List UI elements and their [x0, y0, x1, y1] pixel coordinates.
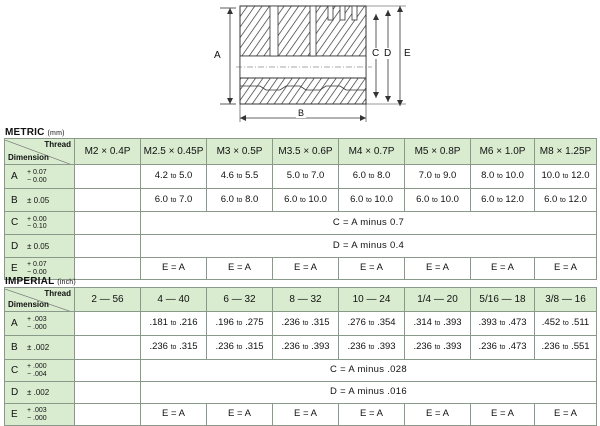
tolerance-plus: + 0.07	[27, 169, 47, 177]
value-range	[149, 318, 197, 328]
dimension-tolerance	[27, 407, 47, 422]
imperial-empty-cell	[75, 312, 141, 336]
metric-value-cell	[471, 258, 535, 280]
imperial-empty-cell	[75, 360, 141, 382]
range-min: .236	[149, 341, 168, 353]
imperial-empty-cell	[75, 382, 141, 404]
imperial-thread-label: 4 — 40	[157, 294, 190, 305]
insert-cross-section-drawing	[200, 0, 440, 126]
range-max: .315	[179, 341, 198, 353]
metric-value-cell	[471, 189, 535, 212]
range-to-word: to	[299, 196, 306, 204]
tolerance-minus: − 0.00	[27, 176, 47, 184]
metric-value-cell	[207, 189, 273, 212]
imperial-thread-header	[405, 288, 471, 312]
dimension-tolerance: ± 0.05	[27, 195, 50, 205]
value-range	[541, 342, 589, 352]
range-max: 5.5	[245, 170, 259, 182]
imperial-thread-header	[535, 288, 597, 312]
dimension-tolerance: ± .002	[27, 388, 50, 397]
imperial-dimension-cell	[5, 360, 75, 382]
dimension-letter: A	[11, 170, 18, 182]
dimension-tolerance	[27, 316, 47, 331]
metric-thread-label: M8 × 1.25P	[539, 146, 592, 157]
formula-text: C = A minus .028	[330, 364, 407, 376]
value-range	[155, 171, 193, 181]
metric-value-cell	[141, 165, 207, 189]
metric-thread-header	[535, 139, 597, 165]
tolerance-plus: + .003	[27, 407, 47, 415]
imperial-value-cell	[339, 336, 405, 360]
range-min: .276	[347, 317, 366, 329]
range-to-word: to	[434, 344, 441, 352]
insert-drawing-svg	[200, 0, 440, 126]
dimension-letter: B	[11, 342, 18, 353]
range-min: .236	[281, 341, 300, 353]
dimension-letter: E	[11, 262, 18, 274]
tolerance-plus: + .003	[27, 316, 47, 324]
range-max: .354	[377, 317, 396, 329]
range-max: 10.0	[440, 193, 459, 205]
imperial-value-cell	[471, 336, 535, 360]
metric-formula-cell	[141, 212, 597, 235]
metric-dimension-cell	[5, 235, 75, 258]
imperial-thread-label: 6 — 32	[223, 294, 256, 305]
metric-value-cell	[339, 258, 405, 280]
range-max: .315	[311, 317, 330, 329]
value-range	[413, 342, 461, 352]
imperial-thread-label: 3/8 — 16	[545, 294, 586, 305]
imperial-thread-label: 2 — 56	[91, 294, 124, 305]
range-min: 7.0	[418, 170, 432, 182]
metric-value-cell	[273, 258, 339, 280]
value-text: E = A	[162, 262, 185, 274]
imperial-row-a	[5, 312, 597, 336]
imperial-thread-header	[471, 288, 535, 312]
imperial-empty-cell	[75, 336, 141, 360]
range-max: 12.0	[505, 193, 524, 205]
range-max: .393	[377, 341, 396, 353]
imperial-section-title	[5, 276, 76, 287]
range-min: .196	[215, 317, 234, 329]
metric-value-cell	[273, 189, 339, 212]
imperial-value-cell	[339, 312, 405, 336]
range-to-word: to	[236, 173, 243, 181]
metric-thread-header	[405, 139, 471, 165]
drawing-label-e: E	[404, 48, 411, 59]
value-text: E = A	[426, 408, 449, 420]
range-min: 6.0	[284, 193, 298, 205]
value-range	[281, 318, 329, 328]
tolerance-minus: − .004	[27, 370, 47, 378]
dimension-tolerance	[27, 363, 47, 378]
imperial-dimension-cell	[5, 312, 75, 336]
metric-thread-header	[273, 139, 339, 165]
value-range	[287, 171, 325, 181]
value-range	[353, 171, 391, 181]
range-min: .393	[478, 317, 497, 329]
imperial-thread-header	[141, 288, 207, 312]
range-max: .551	[571, 341, 590, 353]
range-max: .473	[508, 317, 527, 329]
value-range	[221, 171, 259, 181]
range-max: .275	[245, 317, 264, 329]
dimension-letter: B	[11, 194, 18, 206]
imperial-dimension-cell	[5, 404, 75, 426]
metric-thread-label: M2 × 0.4P	[84, 146, 131, 157]
range-to-word: to	[559, 196, 566, 204]
dimension-tolerance	[27, 169, 47, 184]
range-to-word: to	[431, 196, 438, 204]
metric-thread-header	[141, 139, 207, 165]
range-min: 6.0	[220, 193, 234, 205]
metric-header-row	[5, 139, 597, 165]
metric-value-cell	[471, 165, 535, 189]
value-text: E = A	[554, 262, 577, 274]
imperial-thread-label: 1/4 — 20	[417, 294, 458, 305]
imperial-formula-cell	[141, 360, 597, 382]
range-min: .236	[478, 341, 497, 353]
value-range	[544, 195, 587, 205]
metric-value-cell	[535, 189, 597, 212]
dimension-letter: A	[11, 317, 18, 329]
range-min: .314	[413, 317, 432, 329]
value-text: E = A	[294, 262, 317, 274]
range-min: .236	[413, 341, 432, 353]
value-text: E = A	[228, 262, 251, 274]
range-to-word: to	[170, 320, 177, 328]
dimension-tolerance: ± 0.05	[27, 241, 50, 251]
value-range	[478, 318, 526, 328]
dimension-letter: D	[11, 240, 19, 252]
tolerance-plus: + .000	[27, 363, 47, 371]
imperial-value-cell	[471, 404, 535, 426]
range-max: 8.0	[245, 193, 259, 205]
imperial-row-c	[5, 360, 597, 382]
tolerance-plus: + 0.07	[27, 261, 47, 269]
dimension-tolerance	[27, 261, 47, 276]
value-range	[221, 195, 259, 205]
metric-corner-thread: Thread	[44, 139, 71, 149]
metric-empty-cell	[75, 235, 141, 258]
range-to-word: to	[170, 196, 177, 204]
value-range	[155, 195, 193, 205]
range-min: .236	[541, 341, 560, 353]
imperial-value-cell	[535, 336, 597, 360]
metric-value-cell	[405, 189, 471, 212]
imperial-thread-header	[339, 288, 405, 312]
imperial-dimension-cell	[5, 336, 75, 360]
metric-row-b	[5, 189, 597, 212]
metric-thread-label: M3 × 0.5P	[216, 146, 263, 157]
range-max: 12.0	[571, 170, 590, 182]
tolerance-minus: − 0.10	[27, 223, 47, 230]
metric-thread-label: M3.5 × 0.6P	[278, 146, 333, 157]
metric-row-a	[5, 165, 597, 189]
imperial-unit: (inch)	[57, 279, 76, 286]
imperial-value-cell	[207, 404, 273, 426]
value-range	[481, 195, 524, 205]
tolerance-minus: − 0.00	[27, 268, 47, 276]
range-to-word: to	[170, 173, 177, 181]
value-range	[347, 318, 395, 328]
value-text: E = A	[491, 408, 514, 420]
value-range	[541, 171, 589, 181]
range-to-word: to	[368, 344, 375, 352]
dimension-letter: C	[11, 217, 19, 229]
value-text: E = A	[491, 262, 514, 274]
imperial-value-cell	[273, 404, 339, 426]
imperial-thread-header	[273, 288, 339, 312]
imperial-value-cell	[339, 404, 405, 426]
metric-thread-label: M5 × 0.8P	[414, 146, 461, 157]
metric-empty-cell	[75, 258, 141, 280]
metric-value-cell	[535, 258, 597, 280]
value-range	[481, 171, 524, 181]
range-to-word: to	[499, 320, 506, 328]
metric-spec-table	[4, 138, 597, 280]
range-max: 5.0	[179, 170, 193, 182]
metric-value-cell	[339, 189, 405, 212]
range-to-word: to	[365, 196, 372, 204]
range-max: .511	[571, 317, 590, 329]
range-max: 10.0	[374, 193, 393, 205]
metric-thread-header	[339, 139, 405, 165]
imperial-value-cell	[405, 336, 471, 360]
value-text: E = A	[360, 262, 383, 274]
value-range	[284, 195, 327, 205]
imperial-row-b	[5, 336, 597, 360]
range-min: .236	[347, 341, 366, 353]
range-max: 9.0	[443, 170, 457, 182]
range-min: .452	[541, 317, 561, 329]
range-max: 8.0	[377, 170, 391, 182]
range-max: .216	[179, 317, 198, 329]
range-to-word: to	[236, 344, 243, 352]
range-to-word: to	[499, 344, 506, 352]
range-max: .393	[311, 341, 330, 353]
metric-thread-header	[207, 139, 273, 165]
metric-corner-cell	[5, 139, 75, 165]
range-min: 8.0	[481, 170, 495, 182]
imperial-thread-header	[207, 288, 273, 312]
range-min: 6.0	[352, 170, 366, 182]
metric-formula-cell	[141, 235, 597, 258]
range-to-word: to	[368, 173, 375, 181]
metric-thread-label: M2.5 × 0.45P	[143, 146, 204, 157]
range-min: 4.6	[220, 170, 234, 182]
imperial-empty-cell	[75, 404, 141, 426]
range-max: 10.0	[505, 170, 524, 182]
range-min: .236	[281, 317, 300, 329]
metric-thread-header	[471, 139, 535, 165]
metric-thread-header	[75, 139, 141, 165]
drawing-label-c: C	[372, 48, 380, 59]
formula-text: D = A minus .016	[330, 386, 407, 398]
metric-corner	[5, 140, 74, 164]
range-to-word: to	[496, 196, 503, 204]
range-max: 10.0	[308, 193, 327, 205]
tolerance-plus: + 0.00	[27, 215, 47, 223]
metric-thread-label: M4 × 0.7P	[348, 146, 395, 157]
drawing-label-a: A	[214, 50, 221, 61]
metric-title-text: METRIC	[5, 127, 45, 138]
imperial-thread-label: 10 — 24	[352, 294, 391, 305]
range-to-word: to	[368, 320, 375, 328]
metric-empty-cell	[75, 189, 141, 212]
formula-text: C = A minus 0.7	[332, 216, 405, 228]
range-to-word: to	[236, 196, 243, 204]
range-to-word: to	[170, 344, 177, 352]
range-max: 12.0	[568, 193, 587, 205]
metric-value-cell	[207, 258, 273, 280]
imperial-corner-cell	[5, 288, 75, 312]
value-text: E = A	[162, 408, 185, 420]
imperial-row-d	[5, 382, 597, 404]
range-min: 6.0	[154, 193, 168, 205]
imperial-formula-cell	[141, 382, 597, 404]
metric-row-e	[5, 258, 597, 280]
metric-value-cell	[273, 165, 339, 189]
range-min: .181	[149, 317, 168, 329]
metric-section-title	[5, 127, 65, 138]
value-range	[215, 342, 263, 352]
range-min: 6.0	[481, 193, 495, 205]
imperial-value-cell	[273, 336, 339, 360]
value-range	[542, 318, 589, 328]
range-min: 6.0	[416, 193, 430, 205]
value-range	[215, 318, 263, 328]
metric-row-d	[5, 235, 597, 258]
dimension-tolerance	[27, 216, 47, 231]
imperial-thread-label: 5/16 — 18	[479, 294, 526, 305]
tolerance-minus: − .000	[27, 323, 47, 331]
imperial-value-cell	[471, 312, 535, 336]
value-text: E = A	[360, 408, 383, 420]
metric-value-cell	[535, 165, 597, 189]
metric-dimension-cell	[5, 212, 75, 235]
imperial-spec-table	[4, 287, 597, 426]
imperial-title-text: IMPERIAL	[5, 276, 55, 287]
imperial-header-row	[5, 288, 597, 312]
dimension-tolerance: ± .002	[27, 343, 50, 352]
value-range	[347, 342, 395, 352]
range-min: .236	[215, 341, 234, 353]
drawing-label-b: B	[298, 108, 305, 118]
value-range	[419, 171, 457, 181]
range-to-word: to	[236, 320, 243, 328]
imperial-value-cell	[273, 312, 339, 336]
imperial-corner	[5, 289, 74, 311]
range-min: 5.0	[286, 170, 300, 182]
metric-corner-dimension: Dimension	[8, 152, 49, 162]
imperial-thread-label: 8 — 32	[289, 294, 322, 305]
metric-dimension-cell	[5, 165, 75, 189]
range-min: 10.0	[541, 170, 560, 182]
range-min: 4.2	[154, 170, 168, 182]
value-range	[416, 195, 459, 205]
imperial-value-cell	[207, 336, 273, 360]
metric-value-cell	[339, 165, 405, 189]
imperial-row-e	[5, 404, 597, 426]
metric-value-cell	[141, 258, 207, 280]
value-range	[413, 318, 461, 328]
metric-value-cell	[405, 165, 471, 189]
range-to-word: to	[562, 173, 569, 181]
formula-text: D = A minus 0.4	[332, 239, 405, 251]
value-text: E = A	[294, 408, 317, 420]
range-to-word: to	[434, 173, 441, 181]
metric-empty-cell	[75, 212, 141, 235]
range-to-word: to	[562, 320, 569, 328]
range-to-word: to	[496, 173, 503, 181]
range-max: .393	[443, 341, 462, 353]
dimension-letter: E	[11, 408, 18, 420]
metric-unit: (mm)	[47, 130, 65, 137]
metric-thread-label: M6 × 1.0P	[479, 146, 526, 157]
value-text: E = A	[228, 408, 251, 420]
metric-value-cell	[405, 258, 471, 280]
range-max: 7.0	[311, 170, 325, 182]
value-range	[350, 195, 393, 205]
imperial-value-cell	[141, 312, 207, 336]
metric-value-cell	[141, 189, 207, 212]
dimension-letter: D	[11, 387, 19, 398]
range-to-word: to	[302, 344, 309, 352]
imperial-value-cell	[207, 312, 273, 336]
range-to-word: to	[562, 344, 569, 352]
value-range	[478, 342, 526, 352]
imperial-corner-dimension: Dimension	[8, 299, 49, 309]
range-to-word: to	[302, 320, 309, 328]
range-max: .315	[245, 341, 264, 353]
metric-empty-cell	[75, 165, 141, 189]
value-range	[281, 342, 329, 352]
imperial-thread-header	[75, 288, 141, 312]
imperial-corner-thread: Thread	[44, 288, 71, 298]
range-to-word: to	[434, 320, 441, 328]
range-to-word: to	[302, 173, 309, 181]
tolerance-minus: − .000	[27, 414, 47, 422]
imperial-value-cell	[535, 312, 597, 336]
value-text: E = A	[426, 262, 449, 274]
metric-value-cell	[207, 165, 273, 189]
range-max: 7.0	[179, 193, 193, 205]
range-max: .393	[443, 317, 462, 329]
range-min: 6.0	[544, 193, 558, 205]
value-range	[149, 342, 197, 352]
value-text: E = A	[554, 408, 577, 420]
drawing-label-d: D	[384, 48, 392, 59]
range-max: .473	[508, 341, 527, 353]
metric-row-c	[5, 212, 597, 235]
imperial-value-cell	[405, 312, 471, 336]
metric-dimension-cell	[5, 189, 75, 212]
dimension-letter: C	[11, 364, 19, 376]
imperial-value-cell	[405, 404, 471, 426]
range-min: 6.0	[350, 193, 364, 205]
imperial-value-cell	[535, 404, 597, 426]
imperial-dimension-cell	[5, 382, 75, 404]
imperial-value-cell	[141, 404, 207, 426]
imperial-value-cell	[141, 336, 207, 360]
